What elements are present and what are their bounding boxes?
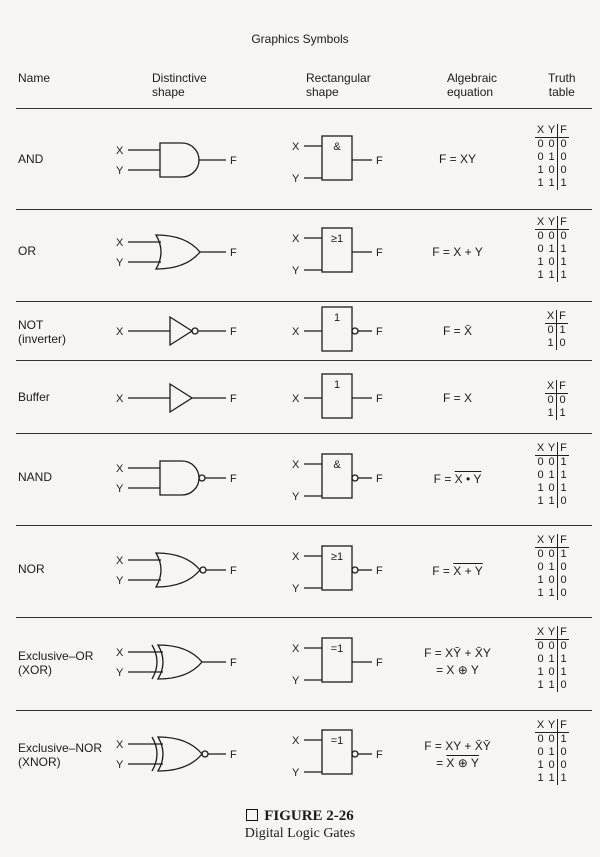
truth-table-nor: X Y F 0 0 1 0 1 0 1 0 0 1 1 0 bbox=[535, 534, 581, 600]
input-label-y: Y bbox=[116, 759, 124, 771]
output-label-f: F bbox=[376, 393, 383, 405]
truth-table-or: X Y F 0 0 0 0 1 1 1 0 1 1 1 1 bbox=[535, 216, 581, 282]
output-label-f: F bbox=[376, 565, 383, 577]
input-label-y: Y bbox=[292, 767, 300, 779]
input-label-x: X bbox=[292, 326, 300, 338]
and-gate-body bbox=[160, 143, 199, 177]
input-label-y: Y bbox=[292, 491, 300, 503]
gate-name-not: NOT (inverter) bbox=[18, 318, 67, 346]
output-label-f: F bbox=[376, 473, 383, 485]
input-label-y: Y bbox=[292, 583, 300, 595]
rect-gate-label: 1 bbox=[333, 379, 341, 391]
xor-extra-arc bbox=[152, 645, 157, 679]
equation-xor: F = XȲ + X̄Y = X ⊕ Y bbox=[424, 646, 491, 677]
equation-and: F = XY bbox=[438, 152, 476, 166]
input-label-x: X bbox=[292, 141, 300, 153]
output-label-f: F bbox=[376, 247, 383, 259]
input-label-x: X bbox=[292, 551, 300, 563]
output-label-f: F bbox=[230, 247, 237, 259]
input-label-x: X bbox=[116, 739, 124, 751]
input-label-x: X bbox=[292, 233, 300, 245]
input-label-x: X bbox=[116, 555, 124, 567]
or-gate-body bbox=[158, 737, 202, 771]
input-label-y: Y bbox=[116, 667, 124, 679]
inversion-bubble bbox=[200, 567, 206, 573]
input-label-x: X bbox=[116, 463, 124, 475]
inversion-bubble bbox=[352, 567, 358, 573]
buffer-triangle bbox=[170, 384, 192, 412]
rect-gate-label: & bbox=[333, 141, 341, 153]
header-algebraic: Algebraic equation bbox=[447, 71, 498, 99]
input-label-y: Y bbox=[292, 173, 300, 185]
input-label-y: Y bbox=[292, 265, 300, 277]
output-label-f: F bbox=[230, 155, 237, 167]
rect-gate-label: 1 bbox=[333, 312, 341, 324]
equation-or: F = X + Y bbox=[432, 245, 483, 259]
figure-caption: FIGURE 2-26 bbox=[0, 808, 600, 825]
rect-gate-label: ≥1 bbox=[330, 551, 344, 563]
truth-table-xnor: X Y F 0 0 1 0 1 0 1 0 0 1 1 1 bbox=[535, 719, 581, 785]
equation-not: F = X̄ bbox=[442, 324, 472, 338]
rect-gate-label: & bbox=[333, 459, 341, 471]
inversion-bubble bbox=[352, 475, 358, 481]
truth-table-nand: X Y F 0 0 1 0 1 1 1 0 1 1 1 0 bbox=[535, 442, 581, 508]
input-label-x: X bbox=[116, 393, 124, 405]
truth-table-not: X F 0 1 1 0 bbox=[545, 310, 591, 350]
or-gate-body bbox=[156, 235, 200, 269]
or-gate-body bbox=[158, 645, 202, 679]
input-label-y: Y bbox=[116, 575, 124, 587]
inversion-bubble bbox=[199, 475, 205, 481]
header-name: Name bbox=[18, 71, 51, 85]
output-label-f: F bbox=[230, 565, 237, 577]
equation-buffer: F = X bbox=[442, 391, 472, 405]
gate-name-xnor: Exclusive–NOR (XNOR) bbox=[18, 741, 103, 769]
input-label-x: X bbox=[116, 647, 124, 659]
gate-name-nand: NAND bbox=[18, 470, 53, 484]
input-label-x: X bbox=[292, 735, 300, 747]
input-label-y: Y bbox=[116, 257, 124, 269]
equation-xnor: F = XY + X̄Ȳ = X ⊕ Y bbox=[424, 739, 491, 770]
output-label-f: F bbox=[376, 155, 383, 167]
input-label-x: X bbox=[116, 145, 124, 157]
input-label-y: Y bbox=[116, 483, 124, 495]
header-distinctive: Distinctive shape bbox=[152, 71, 207, 99]
xor-extra-arc bbox=[152, 737, 157, 771]
page-title: Graphics Symbols bbox=[251, 32, 349, 46]
or-gate-body bbox=[156, 553, 200, 587]
gate-name-xor: Exclusive–OR (XOR) bbox=[18, 649, 94, 677]
input-label-x: X bbox=[292, 459, 300, 471]
buffer-triangle bbox=[170, 317, 192, 345]
inversion-bubble bbox=[352, 328, 358, 334]
figure-subtitle: Digital Logic Gates bbox=[244, 826, 356, 841]
input-label-y: Y bbox=[116, 165, 124, 177]
output-label-f: F bbox=[230, 657, 237, 669]
input-label-x: X bbox=[292, 643, 300, 655]
gate-name-nor: NOR bbox=[18, 562, 45, 576]
rect-gate-label: =1 bbox=[330, 643, 344, 655]
header-truth-table: Truth table bbox=[548, 71, 576, 99]
input-label-x: X bbox=[116, 237, 124, 249]
rect-gate-label: ≥1 bbox=[330, 233, 344, 245]
gate-name-and: AND bbox=[18, 152, 44, 166]
inversion-bubble bbox=[352, 751, 358, 757]
gate-name-or: OR bbox=[18, 244, 36, 258]
truth-table-and: X Y F 0 0 0 0 1 0 1 0 0 1 1 1 bbox=[535, 124, 581, 190]
output-label-f: F bbox=[230, 393, 237, 405]
output-label-f: F bbox=[230, 473, 237, 485]
header-rectangular: Rectangular shape bbox=[306, 71, 371, 99]
output-label-f: F bbox=[230, 749, 237, 761]
equation-nor: F = X + Y bbox=[432, 564, 483, 578]
output-label-f: F bbox=[230, 326, 237, 338]
and-gate-body bbox=[160, 461, 199, 495]
output-label-f: F bbox=[376, 749, 383, 761]
inversion-bubble bbox=[202, 751, 208, 757]
output-label-f: F bbox=[376, 657, 383, 669]
truth-table-xor: X Y F 0 0 0 0 1 1 1 0 1 1 1 0 bbox=[535, 626, 581, 692]
input-label-y: Y bbox=[292, 675, 300, 687]
input-label-x: X bbox=[292, 393, 300, 405]
output-label-f: F bbox=[376, 326, 383, 338]
truth-table-buffer: X F 0 0 1 1 bbox=[545, 380, 591, 420]
input-label-x: X bbox=[116, 326, 124, 338]
equation-nand: F = X • Y bbox=[433, 472, 482, 486]
gate-name-buffer: Buffer bbox=[18, 390, 50, 404]
square-icon bbox=[246, 809, 258, 821]
rect-gate-label: =1 bbox=[330, 735, 344, 747]
